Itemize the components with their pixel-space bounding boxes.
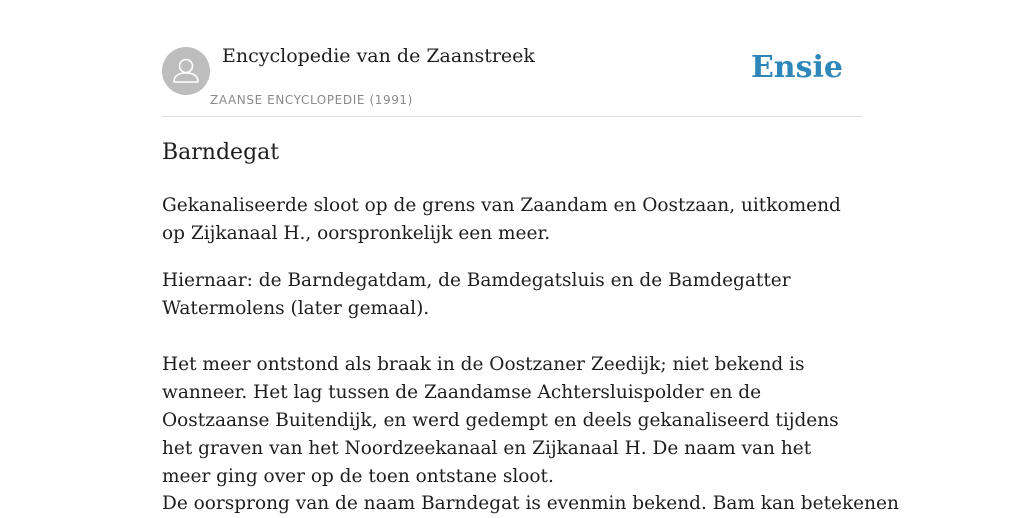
- avatar[interactable]: [162, 47, 210, 95]
- article-paragraph: Hiernaar: de Barndegatdam, de Bamdegatsluis en de Bamdegatter Watermolens (later gemaal).: [162, 270, 791, 319]
- source-title[interactable]: Encyclopedie van de Zaanstreek: [222, 45, 535, 67]
- page: [162, 0, 899, 514]
- brand-logo[interactable]: Ensie: [750, 50, 843, 85]
- user-icon: [162, 47, 210, 95]
- article-title: Barndegat: [162, 140, 280, 165]
- article-paragraph: Het meer ontstond als braak in de Oostzaner Zeedijk; niet bekend is wanneer. Het lag tussen de Zaandamse Achtersluispolder en de Oostzaanse Buitendijk, en werd gedempt en deels gekanaliseerd tijdens het graven van het Noordzeekanaal en Zijkanaal H. De naam van het meer ging over op de toen ontstane sloot.: [162, 354, 839, 487]
- source-subtitle[interactable]: ZAANSE ENCYCLOPEDIE (1991): [210, 93, 413, 107]
- article-paragraph: De oorsprong van de naam Barndegat is evenmin bekend. Bam kan betekenen: [162, 493, 899, 514]
- article-paragraph: Gekanaliseerde sloot op de grens van Zaandam en Oostzaan, uitkomend op Zijkanaal H., oorspronkelijk een meer.: [162, 195, 841, 244]
- header: [162, 0, 862, 117]
